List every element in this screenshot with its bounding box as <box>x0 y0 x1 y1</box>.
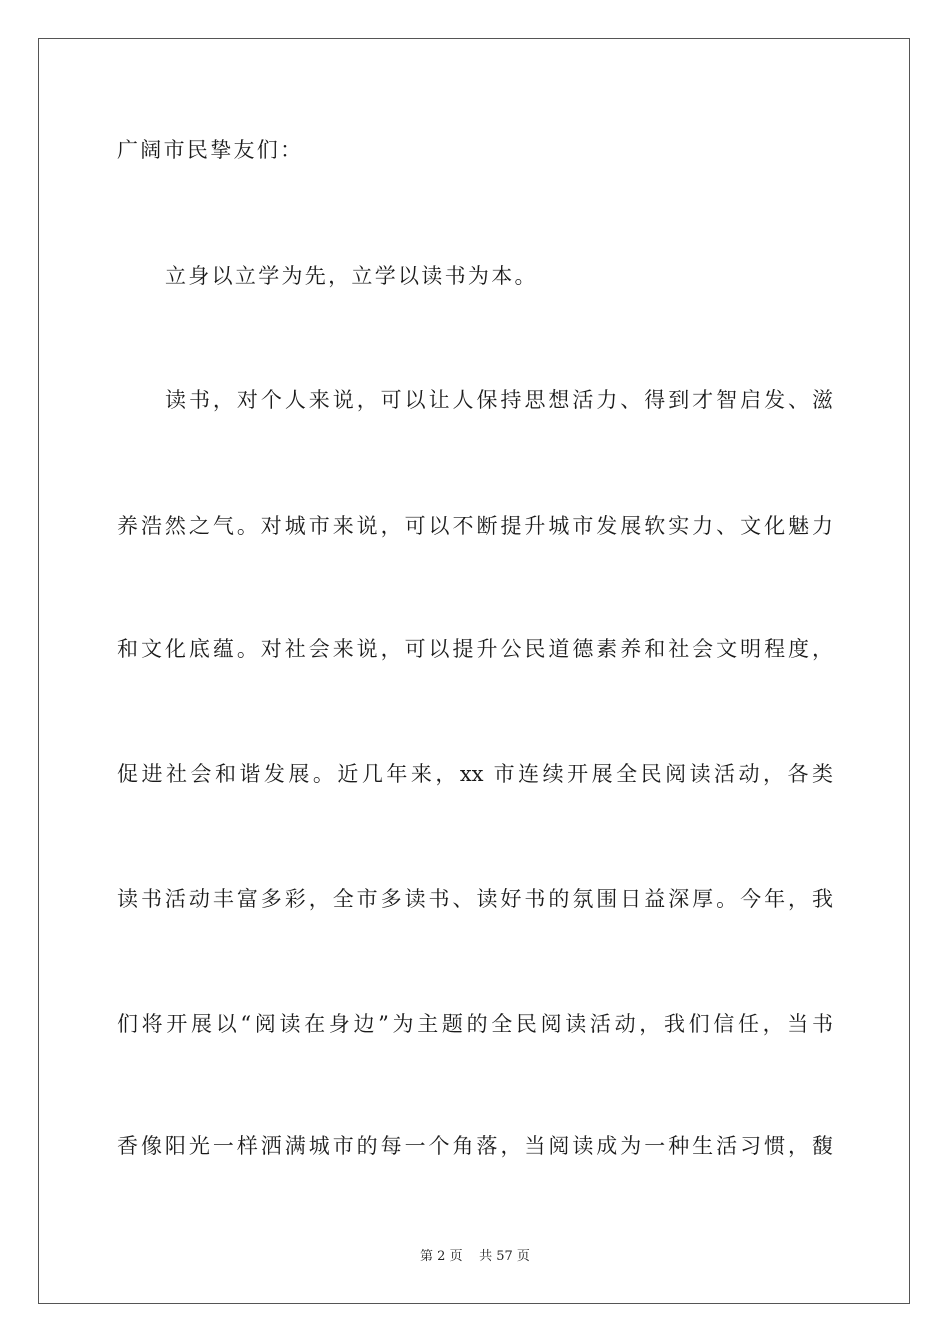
paragraph-line: 立身以立学为先，立学以读书为本。 <box>165 264 538 288</box>
page-footer <box>0 1248 950 1266</box>
paragraph-line: 们将开展以“阅读在身边”为主题的全民阅读活动，我们信任，当书 <box>117 1012 833 1036</box>
page-total: 共 57 页 <box>479 1249 530 1264</box>
paragraph-line: 读书，对个人来说，可以让人保持思想活力、得到才智启发、滋 <box>165 388 833 412</box>
page-number: 第 2 页 <box>420 1249 463 1264</box>
salutation: 广阔市民挚友们： <box>117 138 304 162</box>
paragraph-line: 养浩然之气。对城市来说，可以不断提升城市发展软实力、文化魅力 <box>117 514 833 538</box>
paragraph-line: 和文化底蕴。对社会来说，可以提升公民道德素养和社会文明程度， <box>117 637 833 661</box>
page-border <box>38 38 910 1304</box>
paragraph-line: 香像阳光一样洒满城市的每一个角落，当阅读成为一种生活习惯，馥 <box>117 1134 833 1158</box>
paragraph-line: 促进社会和谐发展。近几年来，xx 市连续开展全民阅读活动，各类 <box>117 762 833 786</box>
paragraph-line: 读书活动丰富多彩，全市多读书、读好书的氛围日益深厚。今年，我 <box>117 887 833 911</box>
